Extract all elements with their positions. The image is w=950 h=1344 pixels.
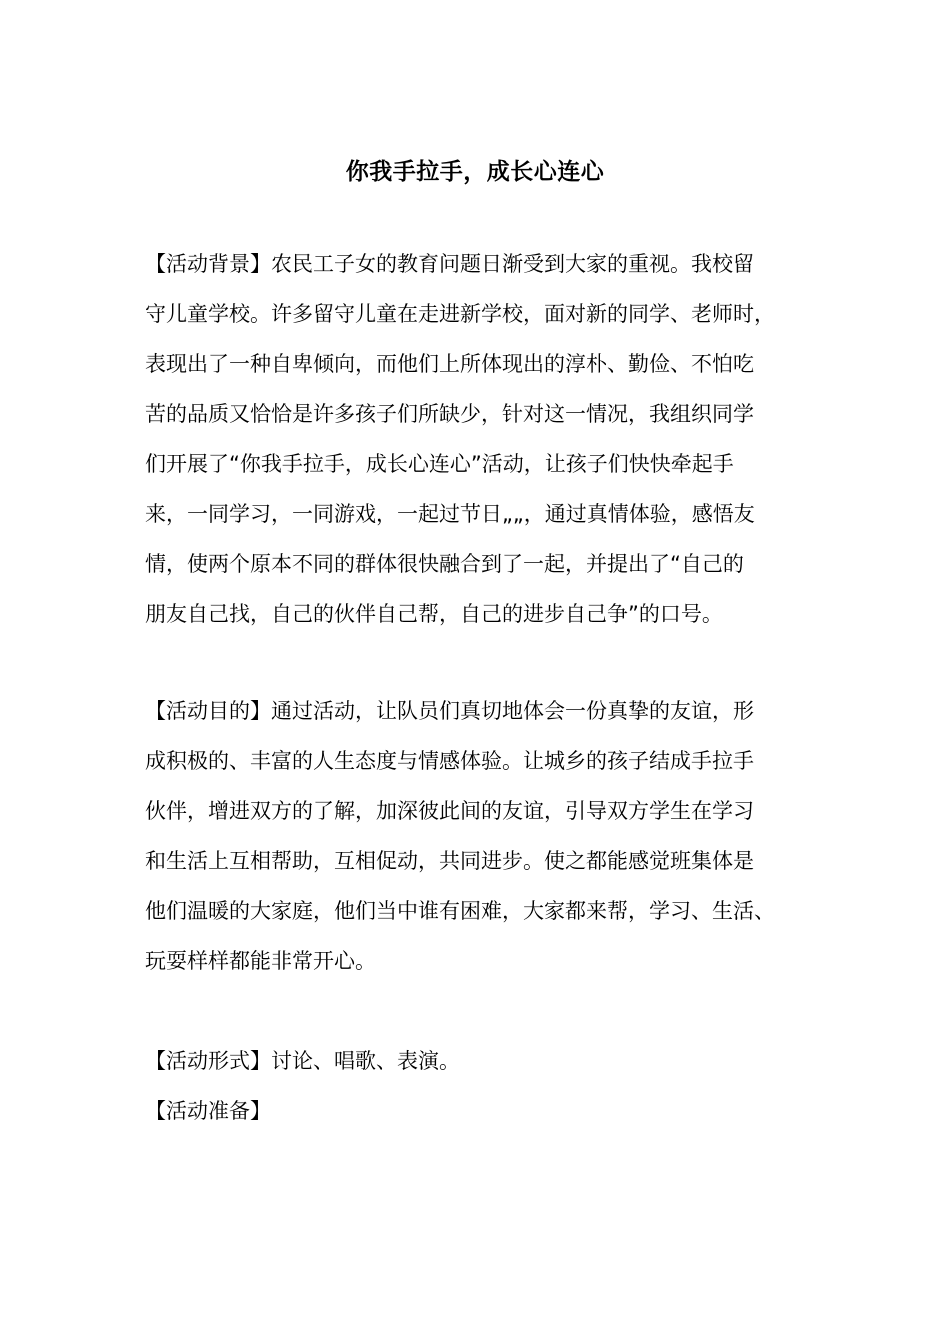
paragraph-line: 守儿童学校。许多留守儿童在走进新学校，面对新的同学、老师时， (145, 302, 775, 326)
paragraph-line: 【活动准备】 (145, 1099, 271, 1123)
paragraph-line: 苦的品质又恰恰是许多孩子们所缺少，针对这一情况，我组织同学 (145, 402, 754, 426)
paragraph-line: 们开展了“你我手拉手，成长心连心”活动，让孩子们快快牵起手 (145, 452, 734, 476)
paragraph-line: 【活动形式】讨论、唱歌、表演。 (145, 1049, 460, 1073)
paragraph-line: 情，使两个原本不同的群体很快融合到了一起，并提出了“自己的 (145, 552, 744, 576)
paragraph-line: 和生活上互相帮助，互相促动，共同进步。使之都能感觉班集体是 (145, 849, 754, 873)
document-title: 你我手拉手，成长心连心 (345, 159, 605, 185)
paragraph-line: 【活动背景】农民工子女的教育问题日渐受到大家的重视。我校留 (145, 252, 754, 276)
paragraph-line: 朋友自己找，自己的伙伴自己帮，自己的进步自己争”的口号。 (145, 602, 723, 626)
section-preparation (145, 1086, 845, 1136)
section-background (145, 239, 845, 639)
paragraph-line: 来，一同学习，一同游戏，一起过节日„„，通过真情体验，感悟友 (145, 502, 755, 526)
paragraph-line: 成积极的、丰富的人生态度与情感体验。让城乡的孩子结成手拉手 (145, 749, 754, 773)
paragraph-line: 他们温暖的大家庭，他们当中谁有困难，大家都来帮，学习、生活、 (145, 899, 775, 923)
paragraph-line: 伙伴，增进双方的了解，加深彼此间的友谊，引导双方学生在学习 (145, 799, 754, 823)
section-form (145, 1036, 845, 1086)
paragraph-line: 表现出了一种自卑倾向，而他们上所体现出的淳朴、勤俭、不怕吃 (145, 352, 754, 376)
paragraph-line: 【活动目的】通过活动，让队员们真切地体会一份真挚的友谊，形 (145, 699, 754, 723)
paragraph-line: 玩耍样样都能非常开心。 (145, 949, 376, 973)
section-purpose (145, 686, 845, 986)
